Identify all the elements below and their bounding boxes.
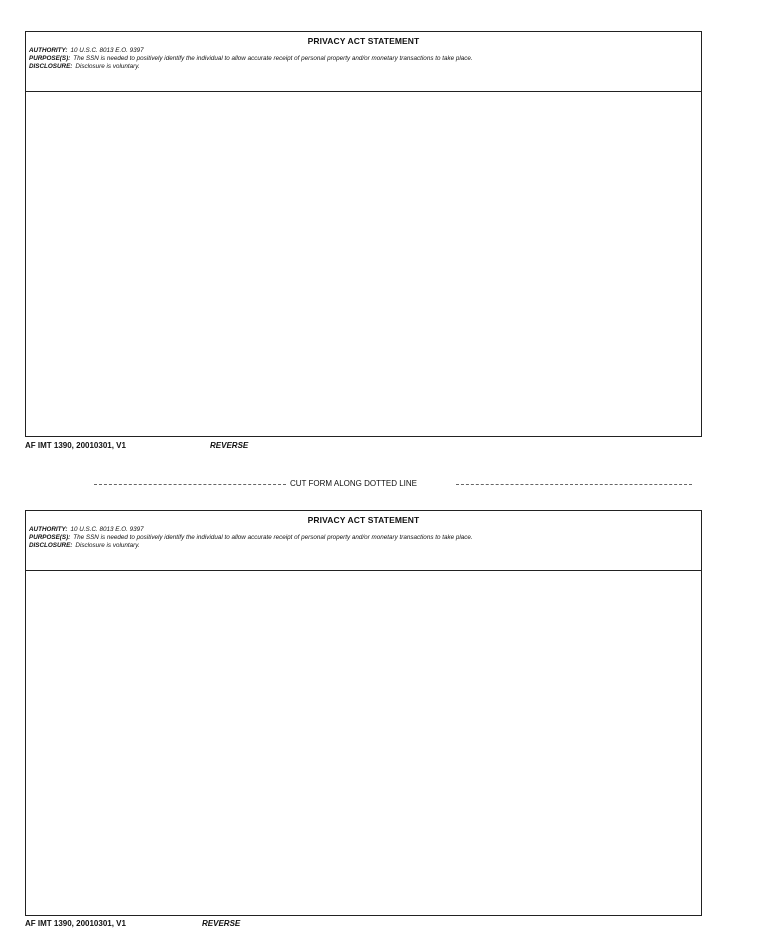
disclosure-label: DISCLOSURE: <box>29 63 73 70</box>
dotted-line-right <box>456 484 692 485</box>
authority-label: AUTHORITY: <box>29 47 68 54</box>
disclosure-line <box>29 63 140 70</box>
authority-text: 10 U.S.C. 8013 E.O. 9397 <box>70 526 144 533</box>
form-bottom <box>25 510 702 916</box>
privacy-act-header <box>26 32 701 92</box>
authority-line <box>29 526 144 533</box>
reverse-label: REVERSE <box>210 441 249 450</box>
purpose-text: The SSN is needed to positively identify the individual to allow accurate receipt of personal property and/or monetary transactions to take place. <box>73 55 473 62</box>
privacy-act-title: PRIVACY ACT STATEMENT <box>307 36 420 46</box>
cut-line-text: CUT FORM ALONG DOTTED LINE <box>290 479 417 488</box>
reverse-label: REVERSE <box>202 919 241 928</box>
purpose-line <box>29 55 473 62</box>
disclosure-line <box>29 542 140 549</box>
purpose-label: PURPOSE(S): <box>29 55 71 62</box>
form-id: AF IMT 1390, 20010301, V1 <box>25 441 126 450</box>
purpose-text: The SSN is needed to positively identify the individual to allow accurate receipt of personal property and/or monetary transactions to take place. <box>73 534 473 541</box>
form-footer-bottom <box>25 919 241 928</box>
cut-line <box>94 479 692 489</box>
authority-text: 10 U.S.C. 8013 E.O. 9397 <box>70 47 144 54</box>
disclosure-text: Disclosure is voluntary. <box>75 63 140 70</box>
privacy-act-header <box>26 511 701 571</box>
authority-label: AUTHORITY: <box>29 526 68 533</box>
form-footer-top <box>25 441 249 450</box>
form-id: AF IMT 1390, 20010301, V1 <box>25 919 126 928</box>
disclosure-label: DISCLOSURE: <box>29 542 73 549</box>
disclosure-text: Disclosure is voluntary. <box>75 542 140 549</box>
dotted-line-left <box>94 484 286 485</box>
authority-line <box>29 47 144 54</box>
purpose-line <box>29 534 473 541</box>
privacy-act-title: PRIVACY ACT STATEMENT <box>307 515 420 525</box>
purpose-label: PURPOSE(S): <box>29 534 71 541</box>
form-top <box>25 31 702 437</box>
